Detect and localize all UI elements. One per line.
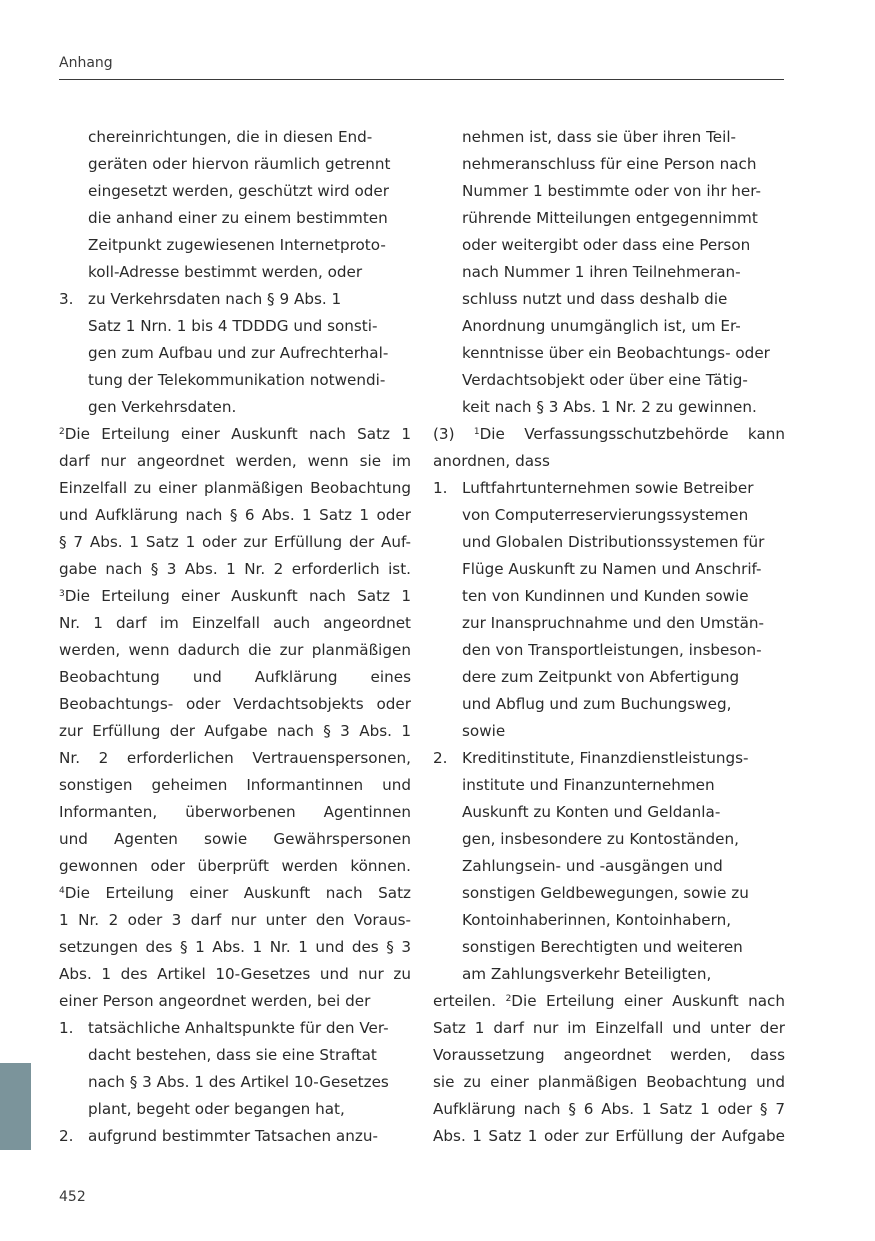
line-text: Zeitpunkt zugewiesenen Internetproto- bbox=[88, 236, 386, 254]
text-line bbox=[59, 502, 411, 529]
text-line bbox=[59, 313, 411, 340]
text-line bbox=[433, 421, 785, 448]
line-text: tung der Telekommunikation notwendi- bbox=[88, 371, 386, 389]
text-line bbox=[433, 259, 785, 286]
line-text: sie zu einer planmäßigen Beobachtung und bbox=[433, 1073, 785, 1091]
line-text: dere zum Zeitpunkt von Abfertigung bbox=[462, 668, 740, 686]
text-line bbox=[433, 826, 785, 853]
line-text: und Agenten sowie Gewährspersonen bbox=[59, 830, 411, 848]
line-text: und Globalen Distributionssystemen für bbox=[462, 533, 765, 551]
text-line bbox=[59, 259, 411, 286]
line-text: dacht bestehen, dass sie eine Straftat bbox=[88, 1046, 377, 1064]
text-line bbox=[59, 772, 411, 799]
line-text: Satz 1 darf nur im Einzelfall und unter der bbox=[433, 1019, 785, 1037]
line-text: nehmeranschluss für eine Person nach bbox=[462, 155, 757, 173]
line-text: kenntnisse über ein Beobachtungs- oder bbox=[462, 344, 770, 362]
text-line bbox=[59, 1123, 411, 1150]
line-text: chereinrichtungen, die in diesen End- bbox=[88, 128, 373, 146]
line-text: nach § 3 Abs. 1 des Artikel 10-Gesetzes bbox=[88, 1073, 389, 1091]
list-number: 2. bbox=[59, 1127, 74, 1145]
text-line bbox=[59, 961, 411, 988]
text-line bbox=[59, 232, 411, 259]
line-text: § 7 Abs. 1 Satz 1 oder zur Erfüllung der Auf- bbox=[59, 533, 411, 551]
line-text: Beobachtung und Aufklärung eines bbox=[59, 668, 411, 686]
line-text: gen Verkehrsdaten. bbox=[88, 398, 237, 416]
text-line bbox=[433, 178, 785, 205]
text-line bbox=[433, 205, 785, 232]
list-number: 2. bbox=[433, 749, 448, 767]
list-number: 3. bbox=[59, 290, 74, 308]
line-text: geräten oder hiervon räumlich getrennt bbox=[88, 155, 391, 173]
text-line bbox=[433, 286, 785, 313]
line-text: Kreditinstitute, Finanzdienstleistungs- bbox=[462, 749, 749, 767]
text-line bbox=[433, 745, 785, 772]
text-line bbox=[433, 448, 785, 475]
text-line bbox=[59, 286, 411, 313]
text-line bbox=[433, 691, 785, 718]
line-text: Die Verfassungsschutzbehörde kann bbox=[479, 425, 785, 443]
line-text: keit nach § 3 Abs. 1 Nr. 2 zu gewinnen. bbox=[462, 398, 757, 416]
line-text: erteilen. bbox=[433, 992, 506, 1010]
line-text: Luftfahrtunternehmen sowie Betreiber bbox=[462, 479, 754, 497]
text-line bbox=[433, 907, 785, 934]
text-line bbox=[433, 637, 785, 664]
line-text: institute und Finanzunternehmen bbox=[462, 776, 715, 794]
line-text: Die Erteilung einer Auskunft nach bbox=[511, 992, 785, 1010]
line-text: Beobachtungs- oder Verdachtsobjekts oder bbox=[59, 695, 411, 713]
text-line bbox=[433, 151, 785, 178]
header-rule bbox=[59, 79, 784, 80]
line-text: oder weitergibt oder dass eine Person bbox=[462, 236, 751, 254]
text-line bbox=[59, 934, 411, 961]
text-line bbox=[433, 340, 785, 367]
line-text: gabe nach § 3 Abs. 1 Nr. 2 erforderlich ist. bbox=[59, 560, 411, 578]
line-text: Abs. 1 Satz 1 oder zur Erfüllung der Aufgabe bbox=[433, 1127, 785, 1145]
text-line bbox=[433, 583, 785, 610]
text-line bbox=[59, 1015, 411, 1042]
text-line bbox=[433, 772, 785, 799]
line-text: einer Person angeordnet werden, bei der bbox=[59, 992, 371, 1010]
text-line bbox=[59, 394, 411, 421]
text-line bbox=[59, 718, 411, 745]
text-line bbox=[433, 610, 785, 637]
line-text: gen, insbesondere zu Kontoständen, bbox=[462, 830, 739, 848]
text-line bbox=[433, 880, 785, 907]
text-line bbox=[433, 124, 785, 151]
line-text: eingesetzt werden, geschützt wird oder bbox=[88, 182, 389, 200]
line-text: Die Erteilung einer Auskunft nach Satz bbox=[64, 884, 411, 902]
line-text: zu Verkehrsdaten nach § 9 Abs. 1 bbox=[88, 290, 342, 308]
text-line bbox=[59, 421, 411, 448]
line-text: Nr. 1 darf im Einzelfall auch angeordnet bbox=[59, 614, 411, 632]
sentence-number: 2 bbox=[59, 427, 65, 437]
text-line bbox=[59, 583, 411, 610]
line-text: sonstigen Geldbewegungen, sowie zu bbox=[462, 884, 749, 902]
text-line bbox=[433, 799, 785, 826]
line-text: Nummer 1 bestimmte oder von ihr her- bbox=[462, 182, 761, 200]
line-text: setzungen des § 1 Abs. 1 Nr. 1 und des § 3 bbox=[59, 938, 411, 956]
line-text: anordnen, dass bbox=[433, 452, 550, 470]
line-text: Verdachtsobjekt oder über eine Tätig- bbox=[462, 371, 748, 389]
right-column bbox=[433, 124, 785, 1150]
line-text: aufgrund bestimmter Tatsachen anzu- bbox=[88, 1127, 378, 1145]
text-line bbox=[433, 556, 785, 583]
line-text: den von Transportleistungen, insbeson- bbox=[462, 641, 762, 659]
line-text: sonstigen geheimen Informantinnen und bbox=[59, 776, 411, 794]
line-text: Die Erteilung einer Auskunft nach Satz 1 bbox=[64, 425, 411, 443]
sentence-number: 4 bbox=[59, 886, 65, 896]
text-line bbox=[59, 826, 411, 853]
text-line bbox=[433, 961, 785, 988]
line-text: und Abflug und zum Buchungsweg, bbox=[462, 695, 732, 713]
text-line bbox=[59, 1069, 411, 1096]
line-text: Anordnung unumgänglich ist, um Er- bbox=[462, 317, 741, 335]
sentence-number: 3 bbox=[59, 589, 65, 599]
text-line bbox=[59, 853, 411, 880]
text-line bbox=[433, 664, 785, 691]
text-line bbox=[433, 1015, 785, 1042]
text-line bbox=[433, 502, 785, 529]
text-line bbox=[433, 1069, 785, 1096]
line-text: gewonnen oder überprüft werden können. bbox=[59, 857, 411, 875]
text-line bbox=[59, 340, 411, 367]
text-line bbox=[433, 394, 785, 421]
sentence-number: 1 bbox=[473, 427, 480, 437]
running-head: Anhang bbox=[59, 55, 113, 71]
text-line bbox=[59, 151, 411, 178]
text-line bbox=[433, 934, 785, 961]
text-line bbox=[433, 529, 785, 556]
line-text: gen zum Aufbau und zur Aufrechterhal- bbox=[88, 344, 389, 362]
text-line bbox=[433, 313, 785, 340]
text-line bbox=[59, 1042, 411, 1069]
text-line bbox=[59, 556, 411, 583]
left-column bbox=[59, 124, 411, 1150]
list-number: 1. bbox=[433, 479, 448, 497]
line-text: von Computerreservierungssystemen bbox=[462, 506, 749, 524]
text-line bbox=[59, 907, 411, 934]
line-text: Die Erteilung einer Auskunft nach Satz 1 bbox=[64, 587, 411, 605]
text-line bbox=[59, 124, 411, 151]
line-text: rührende Mitteilungen entgegennimmt bbox=[462, 209, 758, 227]
text-line bbox=[59, 664, 411, 691]
line-text: Abs. 1 des Artikel 10-Gesetzes und nur zu bbox=[59, 965, 411, 983]
text-line bbox=[59, 367, 411, 394]
sentence-number: 2 bbox=[505, 994, 512, 1004]
text-line bbox=[433, 853, 785, 880]
text-line bbox=[59, 448, 411, 475]
text-line bbox=[59, 529, 411, 556]
line-text: sowie bbox=[462, 722, 506, 740]
text-line bbox=[59, 799, 411, 826]
list-number: 1. bbox=[59, 1019, 74, 1037]
text-line bbox=[59, 1096, 411, 1123]
text-line bbox=[59, 610, 411, 637]
line-text: am Zahlungsverkehr Beteiligten, bbox=[462, 965, 712, 983]
paragraph-number: (3) bbox=[433, 425, 474, 443]
line-text: Aufklärung nach § 6 Abs. 1 Satz 1 oder § 7 bbox=[433, 1100, 785, 1118]
text-line bbox=[59, 988, 411, 1015]
line-text: zur Inanspruchnahme und den Umstän- bbox=[462, 614, 764, 632]
text-line bbox=[433, 1042, 785, 1069]
line-text: Flüge Auskunft zu Namen und Anschrif- bbox=[462, 560, 762, 578]
line-text: nehmen ist, dass sie über ihren Teil- bbox=[462, 128, 737, 146]
line-text: sonstigen Berechtigten und weiteren bbox=[462, 938, 743, 956]
line-text: tatsächliche Anhaltspunkte für den Ver- bbox=[88, 1019, 389, 1037]
line-text: darf nur angeordnet werden, wenn sie im bbox=[59, 452, 411, 470]
text-line bbox=[59, 637, 411, 664]
text-line bbox=[59, 205, 411, 232]
line-text: Auskunft zu Konten und Geldanla- bbox=[462, 803, 721, 821]
chapter-tab-marker bbox=[0, 1063, 31, 1150]
line-text: und Aufklärung nach § 6 Abs. 1 Satz 1 oder bbox=[59, 506, 411, 524]
line-text: werden, wenn dadurch die zur planmäßigen bbox=[59, 641, 411, 659]
line-text: Zahlungsein- und -ausgängen und bbox=[462, 857, 723, 875]
text-line bbox=[59, 880, 411, 907]
text-line bbox=[433, 475, 785, 502]
text-line bbox=[433, 232, 785, 259]
text-line bbox=[59, 178, 411, 205]
text-line bbox=[433, 718, 785, 745]
page-number: 452 bbox=[59, 1189, 86, 1205]
line-text: Voraussetzung angeordnet werden, dass bbox=[433, 1046, 785, 1064]
line-text: zur Erfüllung der Aufgabe nach § 3 Abs. 1 bbox=[59, 722, 411, 740]
text-line bbox=[59, 691, 411, 718]
line-text: schluss nutzt und dass deshalb die bbox=[462, 290, 728, 308]
line-text: Satz 1 Nrn. 1 bis 4 TDDDG und sonsti- bbox=[88, 317, 378, 335]
text-line bbox=[59, 745, 411, 772]
text-line bbox=[433, 367, 785, 394]
text-line bbox=[433, 1096, 785, 1123]
line-text: Nr. 2 erforderlichen Vertrauenspersonen, bbox=[59, 749, 411, 767]
line-text: Kontoinhaberinnen, Kontoinhabern, bbox=[462, 911, 732, 929]
line-text: ten von Kundinnen und Kunden sowie bbox=[462, 587, 749, 605]
text-line bbox=[59, 475, 411, 502]
line-text: Einzelfall zu einer planmäßigen Beobachtung bbox=[59, 479, 411, 497]
line-text: die anhand einer zu einem bestimmten bbox=[88, 209, 388, 227]
line-text: Informanten, überworbenen Agentinnen bbox=[59, 803, 411, 821]
line-text: nach Nummer 1 ihren Teilnehmeran- bbox=[462, 263, 741, 281]
text-line bbox=[433, 1123, 785, 1150]
line-text: 1 Nr. 2 oder 3 darf nur unter den Voraus- bbox=[59, 911, 411, 929]
text-line bbox=[433, 988, 785, 1015]
line-text: plant, begeht oder begangen hat, bbox=[88, 1100, 345, 1118]
line-text: koll-Adresse bestimmt werden, oder bbox=[88, 263, 363, 281]
